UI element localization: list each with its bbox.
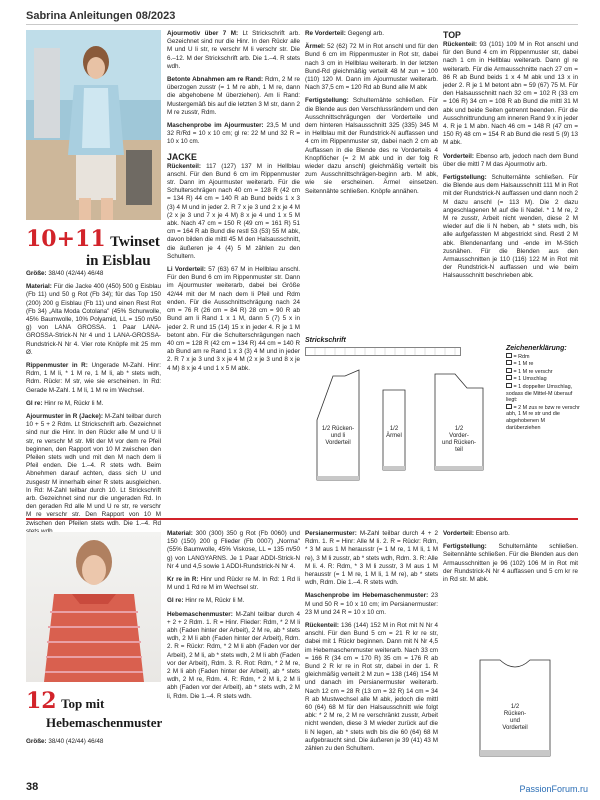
pattern10-col4	[443, 30, 578, 289]
label-ruecken: 1/2 Rücken-	[321, 426, 355, 432]
p12-persianer: M-Zahl teilbar durch 4 + 2 Rdm. 1. R = Hinr: Alle M li. 2. R = Rückr: Rdm, * 3 M aus 1 M herausstr (= 1 M re, 1 M li, 1 M re), 3 M li zusstr, ab * stets wdh, Rdm. 3. R: Alle M li. 4. R: Rdm, * 3 M li zusstr, 3 M aus 1 M herausstr (= 1 M re, 1 M li, 1 M re), ab * stets wdh, Rdm. Die 1.–4. R stets wdh.	[305, 530, 438, 587]
legend-item: = 2 M zus re bzw re verschr abh, 1 M re str und die abgehobenen M darüberziehen	[506, 404, 580, 431]
p12-fertig: Schulternähte schließen. Seitennähte schließen. Für die Blenden aus den Armausschnitten je 96 (102) 106 M in Rot mit der Rundstrick-N Nr 4 auffassen und 5 cm kr re in Rd str. M abk.	[443, 543, 579, 584]
pattern10-col1	[26, 270, 161, 527]
p12-vorder: Ebenso arb.	[475, 530, 510, 537]
p12-hebe: M-Zahl teilbar durch 4 + 2 + 2 Rdm. 1. R = Hinr. Flieder: Rdm, * 2 M li abh (Faden hinter der Arbeit), 2 M re, ab * stets wdh, 2 M li abh (Faden hinter der Arbeit), Rdm. 2. R = Rückr: Rdm, * 2 M li abh (Faden vor der Arbeit), 2 M li, ab * stets wdh, 2 M li abh (Faden vor der Arbeit), Rdm. 3. R. Rot: Rdm, * 2 M re, 2 M li abh (Faden hinter der Arbeit), ab * stets wdh, 2 M re, Rdm. 4. R: Rdm, * 2 M li, 2 M li abh (Faden vor der Arbeit), ab * stets wdh, 2 M li, Rdm. Die 1.–4. R stets wdh.	[167, 610, 301, 700]
twinset-photo	[26, 30, 161, 220]
p12-kr-label: Kr re in R:	[167, 576, 199, 584]
p12-groesse: 38/40 (42/44) 46/48	[48, 738, 104, 745]
p10-aermel-label: Ärmel:	[305, 43, 325, 51]
p12-groesse-label: Größe:	[26, 738, 47, 745]
p10-fertig-label: Fertigstellung:	[305, 97, 349, 105]
pattern12-col1	[167, 530, 300, 770]
p10-livorder: 57 (63) 67 M in Hellblau anschl. Für den Bund 6 cm im Rippenmuster str. Dann im Ajourmuster weiterarb, dabei bei Größe 42/44 mit der M nach dem li Pfeil und Rdm enden. Für die Ausschnittschrägung nach 24 cm = 76 R (26 cm = 84 R) 28 cm = 90 R ab Bund am li Rand 1 x 1 M, dann 5 (7) 5 x in jeder 2. R und 15 (14) 15 x in jeder 4. R je 1 M betont abn. Für die Schulterschrägungen nach 40 cm = 128 R (42 cm = 134 R) 44 cm = 140 R ab Bund am re Rand 1 x 3 (3) 4 M und in jeder 2. R 7 x je 3 und 3 x je 4 M (2 x je 3 und 8 x je 4 M) 8 x je 4 und 1 x 5 M abk.	[167, 266, 301, 372]
p12-mp-label: Maschenprobe im Hebemaschenmuster:	[305, 592, 429, 600]
rueckenteil-shape	[317, 370, 359, 480]
p10-betonte-label: Betonte Abnahmen am re Rand:	[167, 76, 264, 84]
top-vorder: Ebenso arb, jedoch nach dem Bund über die mittl 7 M das Ajourmotiv arb.	[443, 152, 579, 168]
p10-maschen-label: Maschenprobe im Ajourmuster:	[167, 122, 264, 130]
p10-gl: Hinr re M, Rückr li M.	[44, 399, 104, 407]
top-heading: TOP	[443, 30, 461, 40]
p10-aermel: 52 (62) 72 M in Rot anschl und für den Bund 6 cm im Rippenmuster in Rot str, dabei nach 3 cm in Hellblau weiterarb. In der letzten Bund-Rd gleichmäßig verteilt 48 M zun = 100 (110) 120 M. Dann im Ajourmuster weiterarb. Nach 37,5 cm = 120 Rd ab Bund alle M abk	[305, 43, 438, 92]
pattern12-col3	[443, 530, 578, 634]
svg-text:Rücken-: Rücken-	[503, 711, 527, 717]
svg-text:Ärmel: Ärmel	[386, 433, 402, 439]
p12-gl: Hinr re M, Rückr li M.	[185, 597, 245, 605]
label-ruecken12: 1/2	[510, 704, 520, 710]
p12-kr: Hinr und Rückr re M. In Rd: 1 Rd li M und 1 Rd re M im Wechsel str.	[167, 576, 301, 592]
strickschrift-title: Strickschrift	[305, 337, 346, 344]
p10-ajour: M-Zahl teilbar durch 10 + 5 + 2 Rdm. Lt Strickschrift arb. Gezeichnet sind nur die Hinr. In den Rückr alle M und U li str, re verschr M str. Mit der M vor dem re Pfeil beginnen, den Rapport von 10 M zwischen den Pfeilen stets wdh und mit den M nach dem li Pfeil enden. Die 1.–4. R stets wdh. Beim Abnehmen darauf achten, dass sich U und zusgestr M innerhalb einer R stets ausgleichen. In Rd: M-Zahl teilbar durch 10. Lt Strickschrift arb. Gezeichnet sind nur die ungeraden Rd. In den geraden Rd alle M und U re str, re verschr M re verschr str. Den Rapport von 10 M zwischen den Pfeilen stets wdh. Die 1.–4. Rd	[26, 413, 161, 527]
vorderteil-shape	[435, 374, 483, 470]
section-divider	[26, 518, 578, 520]
p12-gl-label: Gl re:	[167, 597, 184, 605]
svg-text:Vorderteil: Vorderteil	[325, 440, 351, 446]
top-hebemaschen-photo	[26, 532, 161, 682]
p12-hebe-label: Hebemaschenmuster:	[167, 610, 233, 618]
pattern12-number: 12	[26, 688, 57, 714]
twinset-photo-art	[26, 30, 161, 220]
label-vorder: 1/2	[454, 426, 464, 432]
pattern12-col2	[305, 530, 438, 770]
header-rule	[26, 24, 578, 25]
p12-material-label: Material:	[167, 530, 193, 537]
svg-text:Vorder-: Vorder-	[449, 433, 469, 439]
p10-betonte: Rdm, 2 M re überzogen zusstr (= 1 M re abh, 1 M re, dann die abgehobene M überziehen). Am li Rand: Mustergemäß bis auf die letzten 3 M str, dann 2 M re zusstr, Rdm.	[167, 76, 301, 116]
p10-rippen: Ungerade M-Zahl. Hinr: Rdm, 1 M li, * 1 M re, 1 M li, ab * stets wdh, Rdm. Rückr: M str, wie sie erscheinen. In Rd: Gerade M-Zahl. 1 M li, 1 M re im Wechsel.	[26, 362, 161, 394]
p10-ajour7: Lt Strickschrift arb. Gezeichnet sind nur die Hinr. In den Rückr alle M und U li str, re verschr M li verschr str. Die 6.–12. M der Strickschrift arb. Die 1.–4. R stets wdh.	[167, 30, 300, 70]
legend-title: Zeichenerklärung:	[506, 345, 567, 352]
p10-ajour7-label: Ajourmotiv über 7 M:	[167, 30, 239, 37]
schematic-jacke	[305, 360, 505, 498]
p10-revorder: Gegengl arb.	[347, 30, 384, 37]
pattern10-title2: in Eisblau	[86, 253, 151, 269]
p12-material: 300 (300) 350 g Rot (Fb 0060) und 150 (150) 200 g Flieder (Fb 0007) „Norma" (55% Baumwolle, 45% Viskose, LL = 135 m/50 g) von LANGYARNS. Je 1 Paar ADDI-Strick-N Nr 4 und 4,5 sowie 1 ADDI-Rundstrick-N Nr 4.	[167, 530, 301, 570]
pattern10-number: 10+11	[26, 226, 106, 252]
pattern12-title1: Top mit	[61, 696, 105, 711]
p12-fertig-label: Fertigstellung:	[443, 543, 487, 551]
legend-item: = 1 M re verschr	[506, 368, 580, 376]
svg-text:und li: und li	[330, 433, 346, 439]
p10-groesse-label: Größe:	[26, 270, 47, 277]
p10-gl-label: Gl re:	[26, 399, 43, 407]
p10-fertig: Schulternähte schließen. Für die Blende aus den Verschlussrändern und den Ausschnittschrägungen der Vorderteile und dem hinteren Halsausschnitt 325 (335) 345 M in Hellblau mit der Rundstrick-N auffassen und 4 cm im Rippenmuster str, dabei nach 2 cm ab Auffassen in die Blende des re Vorderteils 4 Knopflöcher (= 2 M abk und in der folg R wieder dazu anschl) gleichmäßig verteilt bis zum Ausschnittschrägen-beginn arb. M abk, wie sie erscheinen. Ärmel einsetzen. Seitennähte schließen. Knöpfe annähen.	[305, 97, 438, 195]
svg-text:teil: teil	[455, 447, 463, 453]
legend-item: = 1 M re	[506, 360, 580, 368]
pattern10-title1: Twinset	[110, 234, 160, 250]
p12-ruecken-label: Rückenteil:	[305, 622, 339, 630]
magazine-header: Sabrina Anleitungen 08/2023	[26, 10, 176, 22]
p10-groesse: 38/40 (42/44) 46/48	[48, 270, 104, 277]
svg-text:und Rücken-: und Rücken-	[441, 440, 477, 446]
p10-material-label: Material:	[26, 283, 52, 291]
pattern10-col2	[167, 30, 300, 421]
pattern12-title2: Hebemaschenmuster	[46, 715, 163, 730]
svg-text:Vorderteil: Vorderteil	[502, 725, 528, 731]
watermark-link[interactable]: PassionForum.ru	[519, 784, 588, 794]
jacke-heading: JACKE	[167, 151, 197, 162]
label-aermel: 1/2	[389, 426, 399, 432]
top-fertig-label: Fertigstellung:	[443, 174, 487, 182]
pattern10-title	[26, 226, 161, 270]
top-fertig: Schulternähte schließen. Für die Blende aus dem Halsausschnitt 111 M in Rot mit der Rundstrick-N auffassen und dann noch 2 M dazu anschl (= 113 M). Die 2 dazu angeschlagenen M auf die li Nadel. * 1 M re, 2 M re zusstr, Arbeit nicht wenden, diese 2 M wieder auf die li N heben, ab * stets wdh, bis alle aufgefassten M abgestrickt sind. Restl 2 M abk. Blendenanfang und -ende im M-Stich zusnähen. Für die Blenden aus den Armausschnitten je 110 (116) 122 M in Rot mit der Rundstrick-N auffassen und wie beim Halsausschnitt beschrieben abk.	[443, 174, 578, 280]
strickschrift-chart	[305, 337, 465, 357]
schematic-top12	[470, 652, 560, 768]
p10-livorder-label: Li Vorderteil:	[167, 266, 206, 274]
pattern12-size	[26, 738, 161, 751]
p10-ajour-label: Ajourmuster in R (Jacke):	[26, 413, 103, 421]
page-number: 38	[26, 781, 39, 793]
p10-ruecken: 117 (127) 137 M in Hellblau anschl. Für den Bund 6 cm im Rippenmuster str. Dann im Ajourmuster weiterarb. Für die Schulterschrägen nach 40 cm = 128 R (42 cm = 134 R) 44 cm = 140 R ab Bund beids 1 x 3 (3) 4 M und in jeder 2. R 7 x je 3 und 2 x je 4 M (2 x je 3 und 7 x je 4 M) 8 x je 4 und 1 x 5 M abk. Nach 47 cm = 150 R (49 cm = 161 R) 51 cm = 164 R ab Bund die restl 53 (53) 55 M abk, davon bilden die mittl 45 M den Halsausschnitt, die äußeren je 4 (4) 5 M zählen zu den Schultern.	[167, 162, 300, 260]
pattern12-title	[26, 688, 161, 732]
p10-revorder-label: Re Vorderteil:	[305, 30, 346, 37]
p10-rippen-label: Rippenmuster in R:	[26, 362, 88, 370]
p10-maschen: 23,5 M und 32 R/Rd = 10 x 10 cm; gl re: 22 M und 32 R = 10 x 10 cm.	[167, 122, 300, 146]
p12-persianer-label: Persianermuster:	[305, 530, 357, 537]
pattern10-col3	[305, 30, 438, 232]
top-photo-art	[26, 532, 161, 682]
p12-mp: 23 M und 50 R = 10 x 10 cm; im Persianermuster: 23 M und 24 R = 10 x 10 cm.	[305, 592, 439, 616]
top-ruecken-label: Rückenteil:	[443, 41, 477, 48]
top-ruecken: 93 (101) 109 M in Rot anschl und für den Bund 4 cm im Rippenmuster str, dabei nach 1 cm in Hellblau weiterarb. Dann gl re weiterarb. Für die Armausschnitte nach 27 cm = 86 R ab Bund beids 1 x 4 M abk und 13 x in jeder 2. R je 1 M betont abn = 59 (67) 75 M. Für den Halsausschnitt nach 32 cm = 102 R (33 cm = 106 R) 34 cm = 108 R ab Bund die mittl 31 M abk und beide Seiten getrennt beenden. Für die Ausschnittrundung am inneren Rand 9 x in jeder 4. R je 1 M abn. Nach 46 cm = 148 R (47 cm = 150 R) 48 cm = 154 R ab Bund die restl 5 (9) 13 M abk.	[443, 41, 578, 147]
p10-ruecken-label: Rückenteil:	[167, 162, 201, 170]
p10-material: Für die Jacke 400 (450) 500 g Eisblau (Fb 11) und 50 g Rot (Fb 34); für das Top 150 (200) 200 g Eisblau (Fb 11) und einen Rest Rot (Fb 34) „Alta Moda Cotolana" (45% Schurwolle, 45% Baumwolle, 10% Polyamid, LL = 150 m/50 g) von LANA GROSSA. 1 Paar LANA-GROSSA-Strick-N Nr 4 und 1 LANA-GROSSA-Rundstrick-N Nr 4. Vier rote Knöpfe mit 25 mm Ø.	[26, 283, 161, 356]
legend-item: = 1 doppelter Umschlag, sodass die Mittel-M überauf liegt:	[506, 383, 573, 404]
strickschrift-grid	[305, 347, 465, 357]
p12-ruecken: 136 (144) 152 M in Rot mit N Nr 4 anschl. Für den Bund 5 cm = 21 R kr re str, dabei mit 1 Rückr beginnen. Dann mit N Nr 4,5 im Hebemaschenmuster weiterarb. Nach 33 cm = 166 R (34 cm = 170 R) 35 cm = 176 R ab Bund 2 R kr re in Rot str, dabei in der 1. R gleichmäßig verteilt 2 M zun = 138 (146) 154 M und danach im Persianermuster weiterarb. Nach 12 cm = 28 R (13 cm = 32 R) 14 cm = 34 R ab Mustwechsel alle M abk, jedoch die mittl 60 (64) 68 M für den Halsausschnitt wie folgt abk: * 2 M re, 2 M re verschränkt zusstr, Arbeit nicht wenden, diese 3 M wieder zurück auf die li N legen, ab * stets wdh bis die 60 (64) 68 M aufgebraucht sind. Die äußeren je 39 (41) 43 M zählen zu den Schultern.	[305, 622, 438, 753]
p12-vorder-label: Vorderteil:	[443, 530, 475, 537]
legend-box	[506, 346, 580, 486]
top-vorder-label: Vorderteil:	[443, 152, 475, 160]
legend-item: = Rdm	[506, 353, 580, 361]
legend-item: = 1 Umschlag	[506, 375, 580, 383]
svg-text:und: und	[509, 718, 521, 724]
